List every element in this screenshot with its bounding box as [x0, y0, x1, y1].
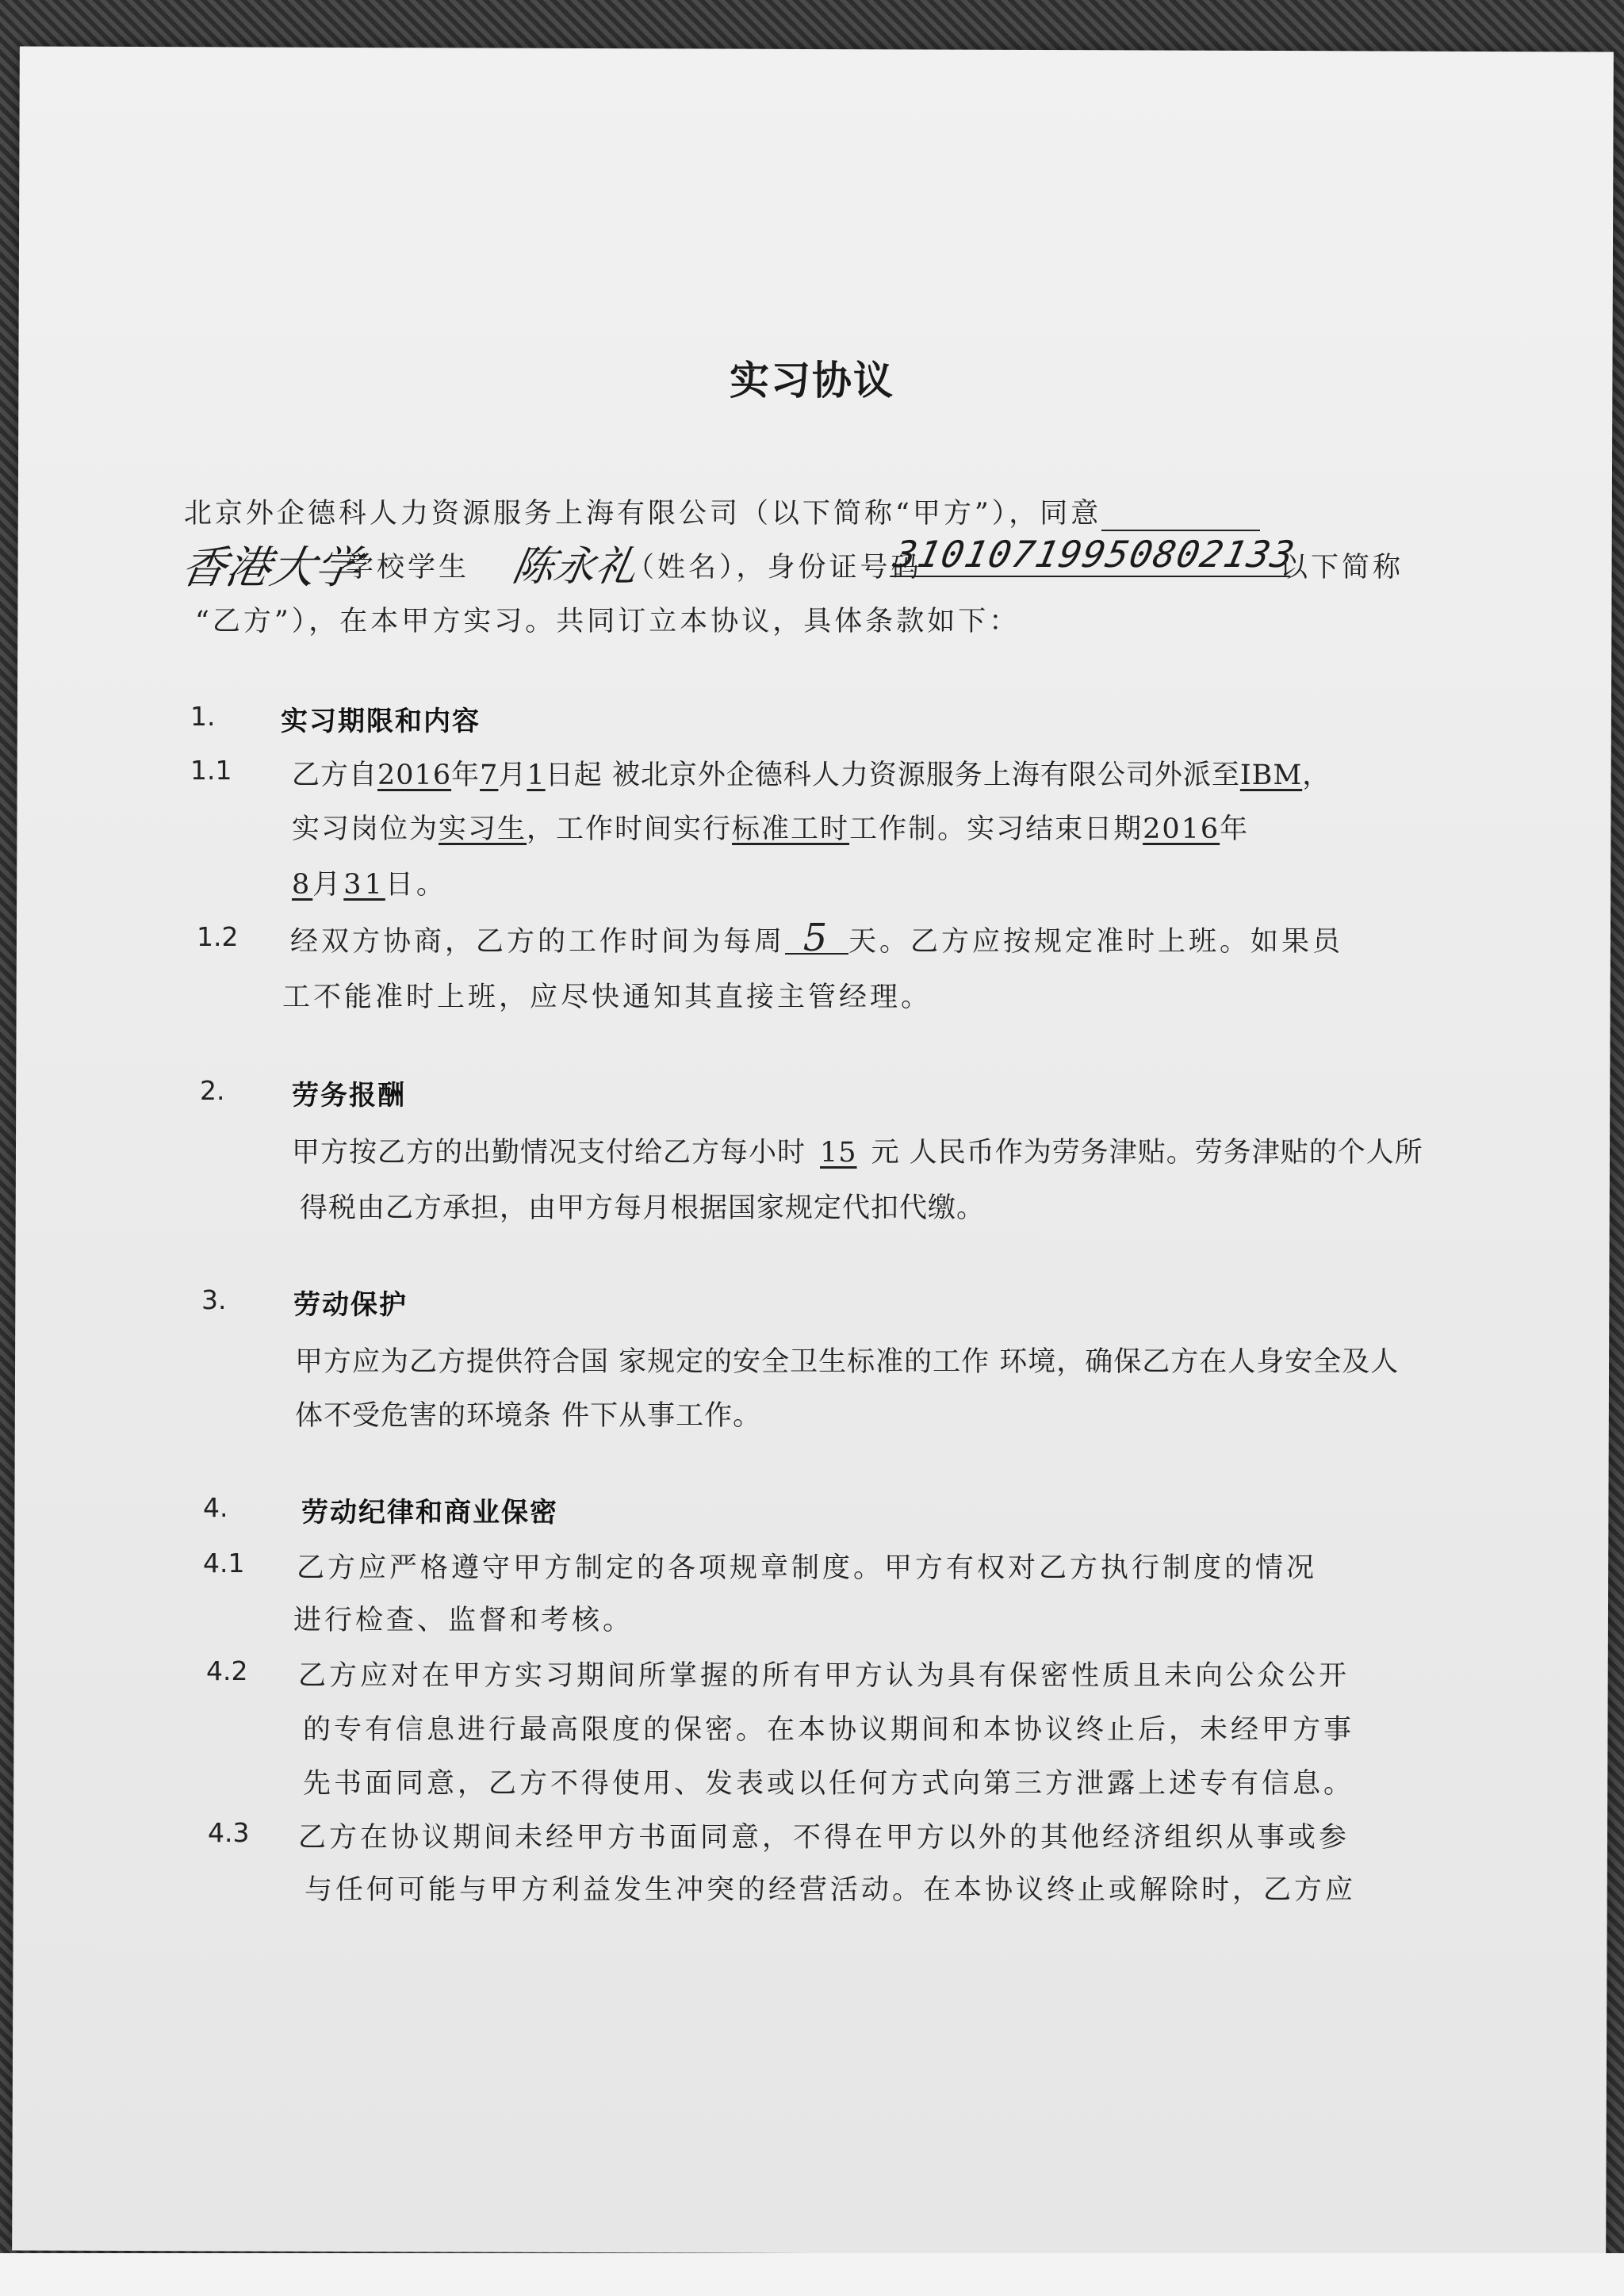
intro-line-3: “乙方”），在本甲方实习。共同订立本协议，具体条款如下： — [195, 606, 1021, 637]
start-month: 7 — [480, 760, 499, 791]
clause-1-2-number: 1.2 — [197, 921, 239, 952]
clause-4-2-number: 4.2 — [206, 1655, 248, 1686]
position-title: 实习生 — [439, 813, 527, 845]
start-year: 2016 — [377, 760, 452, 791]
clause-4-1-line-2: 进行检查、监督和考核。 — [293, 1605, 634, 1636]
client-name: IBM — [1239, 760, 1303, 791]
section-3-heading: 劳动保护 — [293, 1289, 408, 1321]
section-3-line-2: 体不受危害的环境条 件下从事工作。 — [295, 1400, 762, 1432]
days-per-week: 5 — [785, 923, 848, 955]
section-1-heading: 实习期限和内容 — [281, 706, 481, 737]
document-title: 实习协议 — [730, 358, 894, 404]
section-4-number: 4. — [203, 1492, 228, 1523]
section-4-heading: 劳动纪律和商业保密 — [301, 1497, 558, 1529]
section-3-line-1: 甲方应为乙方提供符合国 家规定的安全卫生标准的工作 环境，确保乙方在人身安全及人 — [295, 1346, 1400, 1378]
bottom-margin — [0, 2253, 1624, 2296]
section-2-number: 2. — [200, 1075, 225, 1106]
id-number-handwritten: 31010719950802133 — [890, 533, 1300, 576]
clause-1-2-line-2: 工不能准时上班，应尽快通知其直接主管经理。 — [282, 982, 933, 1013]
intro-line-2a: 学校学生 — [346, 552, 470, 584]
end-year: 2016 — [1143, 813, 1220, 845]
intro-line-2b: （姓名），身份证号码 — [626, 552, 922, 584]
intro-line-2c: 以下简称 — [1280, 552, 1404, 584]
hours-system: 标准工时 — [732, 813, 850, 845]
hourly-rate: 15 — [820, 1137, 857, 1169]
intro-blank — [1101, 498, 1260, 531]
end-day: 31 — [343, 869, 385, 901]
clause-4-2-line-2: 的专有信息进行最高限度的保密。在本协议期间和本协议终止后，未经甲方事 — [303, 1714, 1355, 1746]
school-handwritten: 香港大学 — [177, 542, 364, 594]
clause-4-1-number: 4.1 — [203, 1548, 245, 1578]
section-3-number: 3. — [201, 1284, 227, 1315]
clause-4-3-line-2: 与任何可能与甲方利益发生冲突的经营活动。在本协议终止或解除时，乙方应 — [304, 1874, 1357, 1906]
section-2-line-2: 得税由乙方承担，由甲方每月根据国家规定代扣代缴。 — [300, 1192, 986, 1224]
clause-4-1-line-1: 乙方应严格遵守甲方制定的各项规章制度。甲方有权对乙方执行制度的情况 — [297, 1552, 1318, 1584]
clause-1-1-line-1: 乙方自2016年7月1日起 被北京外企德科人力资源服务上海有限公司外派至IBM， — [292, 760, 1331, 791]
section-2-heading: 劳务报酬 — [292, 1080, 406, 1112]
end-month: 8 — [292, 869, 313, 901]
clause-1-1-number: 1.1 — [190, 755, 232, 786]
intro-line-1: 北京外企德科人力资源服务上海有限公司（以下简称“甲方”），同意 — [184, 492, 1260, 531]
clause-1-1-line-2: 实习岗位为实习生，工作时间实行标准工时工作制。实习结束日期2016年 — [292, 813, 1250, 845]
clause-1-1-line-3: 8月31日。 — [292, 869, 447, 901]
clause-4-2-line-1: 乙方应对在甲方实习期间所掌握的所有甲方认为具有保密性质且未向公众公开 — [298, 1660, 1350, 1692]
clause-1-2-line-1: 经双方协商，乙方的工作时间为每周 5 天。乙方应按规定准时上班。如果员 — [290, 916, 1344, 960]
clause-4-3-number: 4.3 — [208, 1817, 250, 1848]
section-2-line-1: 甲方按乙方的出勤情况支付给乙方每小时 15 元 人民币作为劳务津贴。劳务津贴的个人所 — [292, 1137, 1423, 1169]
section-1-number: 1. — [190, 701, 216, 732]
clause-4-3-line-1: 乙方在协议期间未经甲方书面同意，不得在甲方以外的其他经济组织从事或参 — [298, 1822, 1350, 1854]
clause-4-2-line-3: 先书面同意，乙方不得使用、发表或以任何方式向第三方泄露上述专有信息。 — [303, 1768, 1355, 1800]
name-handwritten: 陈永礼 — [508, 543, 642, 591]
start-day: 1 — [527, 760, 546, 791]
